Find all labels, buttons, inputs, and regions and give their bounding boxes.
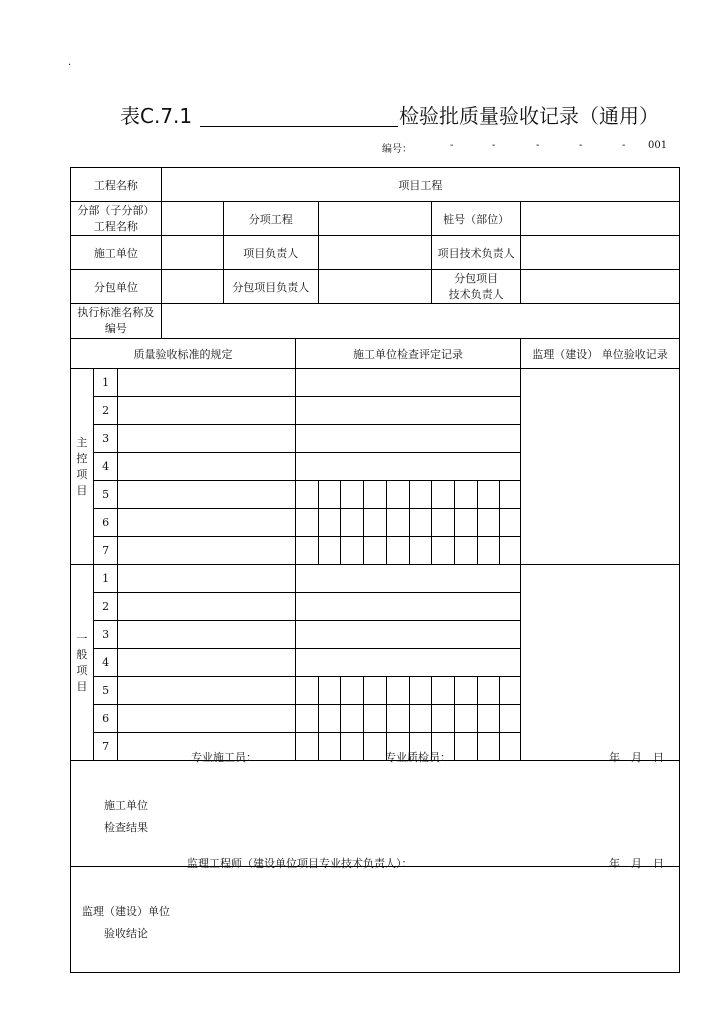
- general-item-number: 5: [93, 677, 118, 705]
- measure-cell[interactable]: [500, 733, 521, 761]
- sub-manager-field[interactable]: [318, 270, 432, 304]
- measure-cell[interactable]: [409, 509, 432, 537]
- main-label-char-2: 控: [76, 451, 88, 465]
- contractor-field[interactable]: [161, 236, 223, 270]
- measure-cell[interactable]: [386, 537, 409, 565]
- measure-cell[interactable]: [500, 481, 521, 509]
- general-item-number: 1: [93, 565, 118, 593]
- measure-cell[interactable]: [364, 705, 387, 733]
- measure-cell[interactable]: [318, 509, 341, 537]
- serial-dash-1: -: [450, 140, 454, 151]
- measure-cell[interactable]: [318, 537, 341, 565]
- measure-cell[interactable]: [318, 705, 341, 733]
- supervisor-conclusion-label-line-2: 验收结论: [104, 927, 148, 940]
- sub-manager-label: 分包项目负责人: [223, 270, 318, 304]
- general-item-spec[interactable]: [118, 565, 296, 593]
- measure-cell[interactable]: [477, 481, 500, 509]
- general-item-record[interactable]: [295, 649, 520, 677]
- form-title-blank-line[interactable]: [200, 126, 398, 127]
- main-item-record[interactable]: [295, 369, 520, 397]
- measure-cell[interactable]: [341, 733, 364, 761]
- main-item-spec[interactable]: [118, 537, 296, 565]
- main-item-number: 5: [93, 481, 118, 509]
- serial-dash-3: -: [536, 140, 540, 151]
- measure-cell[interactable]: [454, 705, 477, 733]
- measure-cell[interactable]: [432, 677, 455, 705]
- main-label-char-1: 主: [76, 435, 88, 449]
- general-label-char-3: 项: [76, 663, 88, 677]
- measure-cell[interactable]: [341, 481, 364, 509]
- main-item-spec[interactable]: [118, 481, 296, 509]
- measure-cell[interactable]: [477, 705, 500, 733]
- main-item-number: 4: [93, 453, 118, 481]
- serial-number: 001: [648, 140, 668, 151]
- general-item-number: 4: [93, 649, 118, 677]
- pile-field[interactable]: [520, 202, 679, 236]
- sub-tech-label-line-2: 技术负责人: [448, 287, 504, 301]
- inspection-form-table: [70, 167, 680, 973]
- general-item-record[interactable]: [295, 621, 520, 649]
- main-item-record[interactable]: [295, 453, 520, 481]
- main-items-supervisor-record[interactable]: [520, 369, 679, 565]
- subitem-field[interactable]: [318, 202, 432, 236]
- subdivision-label: [71, 202, 162, 236]
- measure-cell[interactable]: [454, 677, 477, 705]
- pile-label: 桩号（部位）: [432, 202, 521, 236]
- sub-tech-label-line-1: 分包项目: [454, 271, 499, 285]
- general-label-char-1: 一: [76, 631, 88, 645]
- measure-cell[interactable]: [454, 733, 477, 761]
- main-item-spec[interactable]: [118, 453, 296, 481]
- engineer-label: 监理工程师（建设单位项目专业技术负责人）：: [187, 857, 413, 870]
- main-item-record[interactable]: [295, 425, 520, 453]
- contractor-result-label-line-1: 施工单位: [104, 799, 148, 812]
- serial-dash-2: -: [492, 140, 496, 151]
- general-item-spec[interactable]: [118, 677, 296, 705]
- main-label-char-3: 项: [76, 467, 88, 481]
- worker-label: 专业施工员：: [191, 751, 257, 764]
- main-item-number: 7: [93, 537, 118, 565]
- measure-cell[interactable]: [432, 537, 455, 565]
- standard-label-line-2: 编号: [104, 322, 127, 335]
- main-item-record[interactable]: [295, 397, 520, 425]
- general-item-spec[interactable]: [118, 621, 296, 649]
- project-manager-field[interactable]: [318, 236, 432, 270]
- measure-cell[interactable]: [295, 733, 318, 761]
- general-item-record[interactable]: [295, 593, 520, 621]
- general-label-char-4: 目: [76, 679, 88, 693]
- subdivision-label-line-2: 工程名称: [93, 219, 138, 233]
- measure-cell[interactable]: [386, 677, 409, 705]
- contractor-label: 施工单位: [71, 236, 162, 270]
- main-label-char-4: 目: [76, 483, 88, 497]
- header-contractor-record: 施工单位检查评定记录: [295, 339, 520, 369]
- contractor-result-label-line-2: 检查结果: [104, 821, 148, 834]
- project-name-value[interactable]: 项目工程: [161, 168, 679, 202]
- measure-cell[interactable]: [295, 481, 318, 509]
- tech-manager-field[interactable]: [520, 236, 679, 270]
- main-item-number: 3: [93, 425, 118, 453]
- tech-manager-label: 项目技术负责人: [432, 236, 521, 270]
- general-item-number: 2: [93, 593, 118, 621]
- general-item-number: 3: [93, 621, 118, 649]
- contractor-result-label: [71, 795, 181, 839]
- subitem-label: 分项工程: [223, 202, 318, 236]
- project-manager-label: 项目负责人: [223, 236, 318, 270]
- supervisor-date-label: 年 月 日: [609, 857, 664, 870]
- header-spec: 质量验收标准的规定: [71, 339, 296, 369]
- measure-cell[interactable]: [295, 705, 318, 733]
- corner-mark: ·: [68, 60, 72, 71]
- subdivision-field[interactable]: [161, 202, 223, 236]
- measure-cell[interactable]: [500, 509, 521, 537]
- measure-cell[interactable]: [386, 705, 409, 733]
- general-item-record[interactable]: [295, 565, 520, 593]
- measure-cell[interactable]: [341, 509, 364, 537]
- measure-cell[interactable]: [386, 509, 409, 537]
- measure-cell[interactable]: [432, 509, 455, 537]
- serial-dash-5: -: [622, 140, 626, 151]
- form-title: [120, 100, 680, 132]
- measure-cell[interactable]: [364, 677, 387, 705]
- contractor-date-label: 年 月 日: [609, 751, 664, 764]
- measure-cell[interactable]: [477, 677, 500, 705]
- measure-cell[interactable]: [477, 733, 500, 761]
- measure-cell[interactable]: [409, 677, 432, 705]
- measure-cell[interactable]: [409, 705, 432, 733]
- measure-cell[interactable]: [364, 733, 387, 761]
- supervisor-conclusion-label: [71, 901, 181, 945]
- contractor-result-cell[interactable]: [71, 751, 680, 867]
- main-items-group-label: [71, 369, 94, 565]
- inspector-label: 专业质检员：: [385, 751, 451, 764]
- measure-cell[interactable]: [318, 677, 341, 705]
- measure-cell[interactable]: [318, 733, 341, 761]
- measure-cell[interactable]: [477, 509, 500, 537]
- measure-cell[interactable]: [500, 677, 521, 705]
- sub-tech-field[interactable]: [520, 270, 679, 304]
- project-name-label: 工程名称: [71, 168, 162, 202]
- serial-label: 编号：: [382, 144, 412, 155]
- measure-cell[interactable]: [318, 481, 341, 509]
- measure-cell[interactable]: [454, 481, 477, 509]
- subcontractor-label: 分包单位: [71, 270, 162, 304]
- form-title-prefix: 表C.7.1: [120, 104, 193, 128]
- measure-cell[interactable]: [477, 537, 500, 565]
- sub-tech-label: [432, 270, 521, 304]
- measure-cell[interactable]: [341, 537, 364, 565]
- general-items-supervisor-record[interactable]: [520, 565, 679, 761]
- measure-cell[interactable]: [341, 705, 364, 733]
- standard-field[interactable]: [161, 304, 679, 339]
- header-supervisor-record: 监理（建设） 单位验收记录: [520, 339, 679, 369]
- general-label-char-2: 般: [76, 647, 88, 661]
- measure-cell[interactable]: [454, 537, 477, 565]
- main-item-number: 2: [93, 397, 118, 425]
- measure-cell[interactable]: [364, 537, 387, 565]
- main-item-spec[interactable]: [118, 369, 296, 397]
- subcontractor-field[interactable]: [161, 270, 223, 304]
- serial-dash-4: -: [579, 140, 583, 151]
- supervisor-conclusion-label-line-1: 监理（建设）单位: [82, 905, 170, 918]
- measure-cell[interactable]: [454, 509, 477, 537]
- general-item-spec[interactable]: [118, 705, 296, 733]
- standard-label-line-1: 执行标准名称及: [77, 306, 155, 319]
- form-title-suffix: 检验批质量验收记录（通用）: [399, 104, 659, 128]
- standard-label: [71, 304, 162, 339]
- general-item-spec[interactable]: [118, 593, 296, 621]
- measure-cell[interactable]: [432, 481, 455, 509]
- general-item-number: 6: [93, 705, 118, 733]
- general-item-spec[interactable]: [118, 649, 296, 677]
- measure-cell[interactable]: [409, 537, 432, 565]
- measure-cell[interactable]: [341, 677, 364, 705]
- measure-cell[interactable]: [386, 481, 409, 509]
- main-item-spec[interactable]: [118, 425, 296, 453]
- measure-cell[interactable]: [500, 537, 521, 565]
- general-items-group-label: [71, 565, 94, 761]
- measure-cell[interactable]: [364, 481, 387, 509]
- main-item-spec[interactable]: [118, 509, 296, 537]
- main-item-number: 1: [93, 369, 118, 397]
- measure-cell[interactable]: [409, 481, 432, 509]
- measure-cell[interactable]: [500, 705, 521, 733]
- measure-cell[interactable]: [295, 677, 318, 705]
- subdivision-label-line-1: 分部（子分部）: [77, 203, 155, 217]
- measure-cell[interactable]: [432, 705, 455, 733]
- measure-cell[interactable]: [295, 537, 318, 565]
- measure-cell[interactable]: [295, 509, 318, 537]
- supervisor-conclusion-cell[interactable]: [71, 857, 680, 973]
- measure-cell[interactable]: [364, 509, 387, 537]
- general-item-number: 7: [93, 733, 118, 761]
- main-item-number: 6: [93, 509, 118, 537]
- main-item-spec[interactable]: [118, 397, 296, 425]
